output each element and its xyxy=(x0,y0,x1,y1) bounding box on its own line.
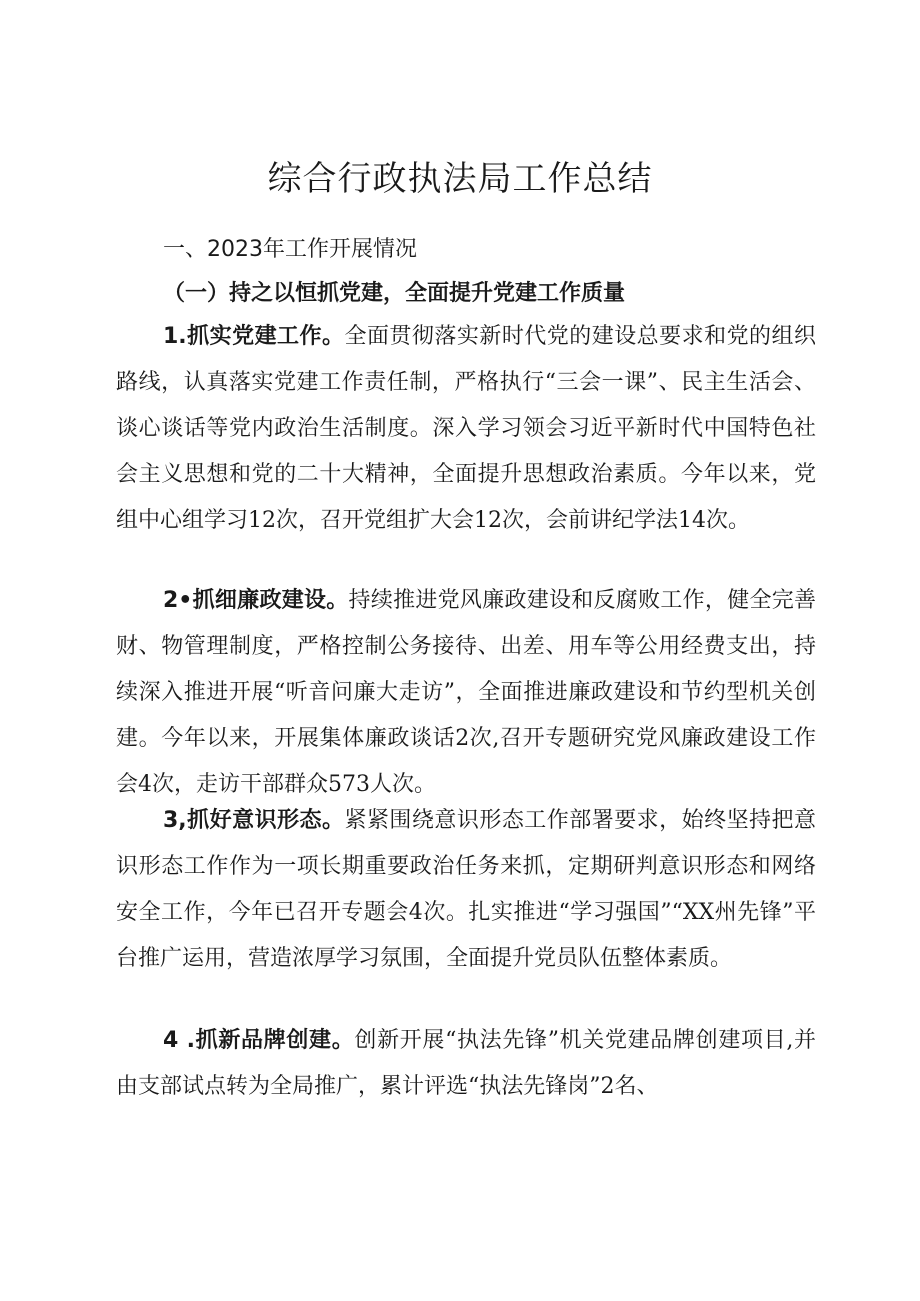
paragraph-lead: 2•抓细廉政建设。 xyxy=(163,588,349,613)
paragraph xyxy=(116,798,816,982)
paragraph xyxy=(116,314,816,544)
section-heading: 一、2023年工作开展情况 xyxy=(163,237,417,262)
paragraph-lead: 1.抓实党建工作。 xyxy=(163,324,345,349)
paragraph-body: 创新开展“执法先锋”机关党建品牌创建项目,并由支部试点转为全局推广，累计评选“执法先锋岗”2名、 xyxy=(116,1028,816,1099)
paragraph-body: 全面贯彻落实新时代党的建设总要求和党的组织路线，认真落实党建工作责任制，严格执行“三会一课”、民主生活会、谈心谈话等党内政治生活制度。深入学习领会习近平新时代中国特色社会主义思想和党的二十大精神，全面提升思想政治素质。今年以来，党组中心组学习12次，召开党组扩大会12次，会前讲纪学法14次。 xyxy=(116,324,816,533)
document-title: 综合行政执法局工作总结 xyxy=(267,159,653,199)
paragraph-body: 持续推进党风廉政建设和反腐败工作，健全完善财、物管理制度，严格控制公务接待、出差、用车等公用经费支出，持续深入推进开展“听音问廉大走访”，全面推进廉政建设和节约型机关创建。今年以来，开展集体廉政谈话2次,召开专题研究党风廉政建设工作会4次，走访干部群众573人次。 xyxy=(116,588,816,797)
paragraph-lead: 3,抓好意识形态。 xyxy=(163,808,345,833)
paragraph-body: 紧紧围绕意识形态工作部署要求，始终坚持把意识形态工作作为一项长期重要政治任务来抓，定期研判意识形态和网络安全工作，今年已召开专题会4次。扎实推进“学习强国”“XX州先锋”平台推广运用，营造浓厚学习氛围，全面提升党员队伍整体素质。 xyxy=(116,808,816,971)
paragraph xyxy=(116,578,816,808)
paragraph-lead: 4 .抓新品牌创建。 xyxy=(163,1028,355,1053)
subsection-heading: （一）持之以恒抓党建，全面提升党建工作质量 xyxy=(163,281,626,306)
paragraph xyxy=(116,1018,816,1110)
